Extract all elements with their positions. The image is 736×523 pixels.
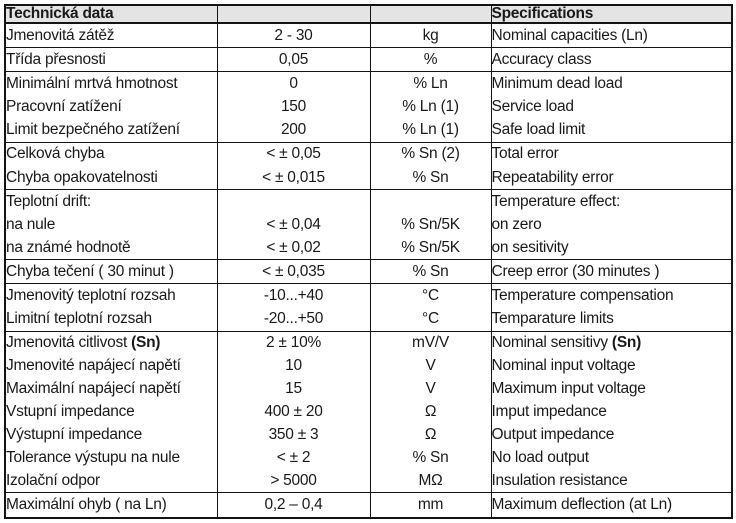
table-row xyxy=(5,96,732,119)
en-label-cell-text: Nominal input voltage xyxy=(491,357,636,375)
value-cell xyxy=(217,189,370,213)
header-row xyxy=(5,5,732,23)
en-label-cell-text: Insulation resistance xyxy=(491,471,628,489)
value-cell-text: < ± 0,04 xyxy=(266,215,321,233)
value-cell-text: < ± 0,035 xyxy=(262,262,325,280)
en-label-cell xyxy=(491,423,732,446)
value-cell-text: -10...+40 xyxy=(263,287,324,305)
cz-label-cell xyxy=(5,118,217,142)
en-label-cell-text: Repeatability error xyxy=(491,168,614,186)
value-cell-text: 400 ± 20 xyxy=(264,403,323,421)
cz-label-cell xyxy=(5,259,217,283)
table-row xyxy=(5,166,732,190)
cz-label-cell-text: Chyba tečení ( 30 minut ) xyxy=(6,262,174,280)
cz-label-cell xyxy=(5,284,217,308)
cz-label-cell-text: Limitní teplotní rozsah xyxy=(6,310,152,328)
spec-table xyxy=(4,4,733,519)
value-cell xyxy=(217,493,370,518)
en-label-cell xyxy=(491,189,732,213)
cz-label-cell-text: Minimální mrtvá hmotnost xyxy=(6,75,178,93)
en-label-cell xyxy=(491,166,732,190)
value-cell xyxy=(217,331,370,355)
unit-cell xyxy=(370,446,491,469)
unit-cell-text: % Sn (2) xyxy=(401,145,460,163)
en-label-cell xyxy=(491,355,732,378)
value-cell xyxy=(217,48,370,72)
cz-label-cell-text: Jmenovitá zátěž xyxy=(6,26,115,44)
value-cell xyxy=(217,284,370,308)
en-label-cell-bold-text: (Sn) xyxy=(611,334,642,352)
cz-label-cell xyxy=(5,446,217,469)
unit-cell-text: % Ln xyxy=(413,75,448,93)
value-cell-text: 150 xyxy=(280,98,307,116)
cz-label-cell xyxy=(5,307,217,331)
en-label-cell-text: Output impedance xyxy=(491,426,615,444)
cz-label-cell xyxy=(5,378,217,401)
unit-cell xyxy=(370,378,491,401)
cz-label-cell-text: na nule xyxy=(6,215,56,233)
table-row xyxy=(5,355,732,378)
unit-cell-text: Ω xyxy=(424,403,437,421)
cz-label-cell xyxy=(5,72,217,96)
value-cell-text: -20...+50 xyxy=(263,310,324,328)
table-row xyxy=(5,259,732,283)
en-label-cell xyxy=(491,23,732,48)
table-row xyxy=(5,189,732,213)
value-cell-text: > 5000 xyxy=(270,471,317,489)
unit-cell xyxy=(370,469,491,493)
cz-label-cell xyxy=(5,423,217,446)
unit-cell xyxy=(370,284,491,308)
cz-label-cell-text: Vstupní impedance xyxy=(6,403,135,421)
table-row xyxy=(5,423,732,446)
table-header xyxy=(5,5,732,23)
table-row xyxy=(5,236,732,260)
cz-label-cell-text: Limit bezpečného zatížení xyxy=(6,121,180,139)
en-label-cell-text: Temperature compensation xyxy=(491,287,674,305)
unit-cell xyxy=(370,23,491,48)
table-row xyxy=(5,72,732,96)
unit-cell xyxy=(370,236,491,260)
header-unit-cell xyxy=(370,5,491,23)
table-body xyxy=(5,23,732,519)
unit-cell-text: °C xyxy=(422,310,439,328)
cz-label-cell-text: na známé hodnotě xyxy=(6,238,131,256)
unit-cell-text: kg xyxy=(422,26,439,44)
cz-label-cell-text: Maximální napájecí napětí xyxy=(6,380,181,398)
table-header-czech: Technická data xyxy=(5,5,217,23)
unit-cell-text: % Sn xyxy=(412,448,449,466)
value-cell xyxy=(217,355,370,378)
cz-label-cell xyxy=(5,213,217,236)
unit-cell-text: % Sn xyxy=(412,262,449,280)
value-cell xyxy=(217,23,370,48)
en-label-cell-text: Creep error (30 minutes ) xyxy=(491,262,660,280)
cz-label-cell-text: Teplotní drift: xyxy=(6,192,91,210)
table-row xyxy=(5,213,732,236)
table-row xyxy=(5,48,732,72)
unit-cell xyxy=(370,401,491,424)
value-cell xyxy=(217,378,370,401)
cz-label-cell xyxy=(5,166,217,190)
value-cell-text: < ± 0,02 xyxy=(266,238,321,256)
value-cell-text: 15 xyxy=(285,380,302,398)
value-cell xyxy=(217,446,370,469)
value-cell-text: 0,05 xyxy=(278,51,309,69)
en-label-cell-text: Nominal capacities (Ln) xyxy=(491,26,648,44)
table-row xyxy=(5,331,732,355)
unit-cell-text: % Sn/5K xyxy=(401,238,460,256)
en-label-cell-text: Temparature limits xyxy=(491,310,614,328)
cz-label-cell-text: Jmenovitá citlivost xyxy=(6,334,132,352)
table-row xyxy=(5,401,732,424)
en-label-cell-text: Maximum deflection (at Ln) xyxy=(491,496,672,514)
unit-cell xyxy=(370,423,491,446)
cz-label-cell-text: Chyba opakovatelnosti xyxy=(6,168,158,186)
en-label-cell-text: Imput impedance xyxy=(491,403,607,421)
unit-cell xyxy=(370,189,491,213)
unit-cell xyxy=(370,166,491,190)
cz-label-cell-text: Třída přesnosti xyxy=(6,51,106,69)
cz-label-cell xyxy=(5,236,217,260)
cz-label-cell-bold-text: (Sn) xyxy=(131,334,161,352)
unit-cell xyxy=(370,493,491,518)
en-label-cell xyxy=(491,331,732,355)
en-label-cell xyxy=(491,259,732,283)
cz-label-cell-text: Pracovní zatížení xyxy=(6,98,122,116)
unit-cell xyxy=(370,259,491,283)
en-label-cell xyxy=(491,446,732,469)
table-header-specs: Specifications xyxy=(491,5,732,23)
table-row xyxy=(5,118,732,142)
en-label-cell xyxy=(491,236,732,260)
cz-label-cell-text: Výstupní impedance xyxy=(6,426,142,444)
en-label-cell xyxy=(491,48,732,72)
value-cell xyxy=(217,166,370,190)
cz-label-cell xyxy=(5,493,217,518)
en-label-cell-text: Minimum dead load xyxy=(491,75,623,93)
unit-cell-text: % Sn/5K xyxy=(401,215,460,233)
en-label-cell xyxy=(491,469,732,493)
en-label-cell xyxy=(491,96,732,119)
unit-cell-text: % Sn xyxy=(412,168,449,186)
unit-cell-text: % Ln (1) xyxy=(402,121,459,139)
value-cell-text: < ± 0,05 xyxy=(266,145,321,163)
cz-label-cell-text: Celková chyba xyxy=(6,145,105,163)
cz-label-cell-text: Izolační odpor xyxy=(6,471,100,489)
unit-cell xyxy=(370,48,491,72)
value-cell xyxy=(217,236,370,260)
value-cell-text: 2 - 30 xyxy=(274,26,313,44)
en-label-cell-text: Nominal sensitivy xyxy=(491,334,612,352)
unit-cell-text: Ω xyxy=(424,426,437,444)
value-cell-text: 0,2 – 0,4 xyxy=(264,496,323,514)
en-label-cell xyxy=(491,213,732,236)
unit-cell xyxy=(370,96,491,119)
en-label-cell-text: Service load xyxy=(491,98,574,116)
value-cell xyxy=(217,401,370,424)
cz-label-cell xyxy=(5,469,217,493)
en-label-cell xyxy=(491,118,732,142)
cz-label-cell-text: Maximální ohyb ( na Ln) xyxy=(6,496,167,514)
en-label-cell xyxy=(491,142,732,166)
cz-label-cell xyxy=(5,401,217,424)
en-label-cell-text: Accuracy class xyxy=(491,51,592,69)
table-row xyxy=(5,142,732,166)
value-cell xyxy=(217,423,370,446)
en-label-cell-text: on zero xyxy=(491,215,542,233)
unit-cell-text: V xyxy=(425,357,436,375)
cz-label-cell xyxy=(5,355,217,378)
en-label-cell-text: Total error xyxy=(491,145,559,163)
en-label-cell xyxy=(491,72,732,96)
unit-cell-text: % xyxy=(423,51,438,69)
en-label-cell xyxy=(491,307,732,331)
unit-cell xyxy=(370,331,491,355)
table-row xyxy=(5,446,732,469)
table-row xyxy=(5,378,732,401)
value-cell-text: 200 xyxy=(280,121,307,139)
cz-label-cell-text: Jmenovitý teplotní rozsah xyxy=(6,287,176,305)
value-cell-text: 0 xyxy=(289,75,298,93)
value-cell xyxy=(217,307,370,331)
unit-cell xyxy=(370,118,491,142)
cz-label-cell xyxy=(5,48,217,72)
en-label-cell-text: Temperature effect: xyxy=(491,192,621,210)
spec-table-container xyxy=(4,4,733,519)
unit-cell-text: °C xyxy=(422,287,439,305)
table-row xyxy=(5,23,732,48)
table-row xyxy=(5,284,732,308)
value-cell-text: < ± 2 xyxy=(276,448,311,466)
cz-label-cell xyxy=(5,23,217,48)
value-cell-text: 10 xyxy=(285,357,302,375)
en-label-cell-text: on sesitivity xyxy=(491,238,569,256)
cz-label-cell xyxy=(5,331,217,355)
table-row xyxy=(5,469,732,493)
value-cell xyxy=(217,72,370,96)
en-label-cell-text: No load output xyxy=(491,448,589,466)
value-cell xyxy=(217,469,370,493)
cz-label-cell xyxy=(5,142,217,166)
unit-cell xyxy=(370,213,491,236)
value-cell xyxy=(217,259,370,283)
unit-cell xyxy=(370,72,491,96)
unit-cell-text: mV/V xyxy=(412,334,449,352)
unit-cell-text: MΩ xyxy=(418,471,443,489)
table-row xyxy=(5,493,732,518)
en-label-cell-text: Safe load limit xyxy=(491,121,586,139)
table-row xyxy=(5,307,732,331)
cz-label-cell-text: Tolerance výstupu na nule xyxy=(6,448,180,466)
cz-label-cell xyxy=(5,96,217,119)
cz-label-cell-text: Jmenovité napájecí napětí xyxy=(6,357,181,375)
unit-cell xyxy=(370,142,491,166)
unit-cell xyxy=(370,355,491,378)
en-label-cell-text: Maximum input voltage xyxy=(491,380,646,398)
value-cell xyxy=(217,213,370,236)
en-label-cell xyxy=(491,401,732,424)
value-cell-text: 2 ± 10% xyxy=(265,334,321,352)
cz-label-cell xyxy=(5,189,217,213)
en-label-cell xyxy=(491,284,732,308)
unit-cell-text: % Ln (1) xyxy=(402,98,459,116)
unit-cell-text: V xyxy=(425,380,436,398)
value-cell-text: < ± 0,015 xyxy=(262,168,325,186)
value-cell-text: 350 ± 3 xyxy=(268,426,319,444)
header-value-cell xyxy=(217,5,370,23)
unit-cell-text: mm xyxy=(417,496,444,514)
unit-cell xyxy=(370,307,491,331)
en-label-cell xyxy=(491,493,732,518)
value-cell xyxy=(217,142,370,166)
value-cell xyxy=(217,118,370,142)
value-cell xyxy=(217,96,370,119)
en-label-cell xyxy=(491,378,732,401)
